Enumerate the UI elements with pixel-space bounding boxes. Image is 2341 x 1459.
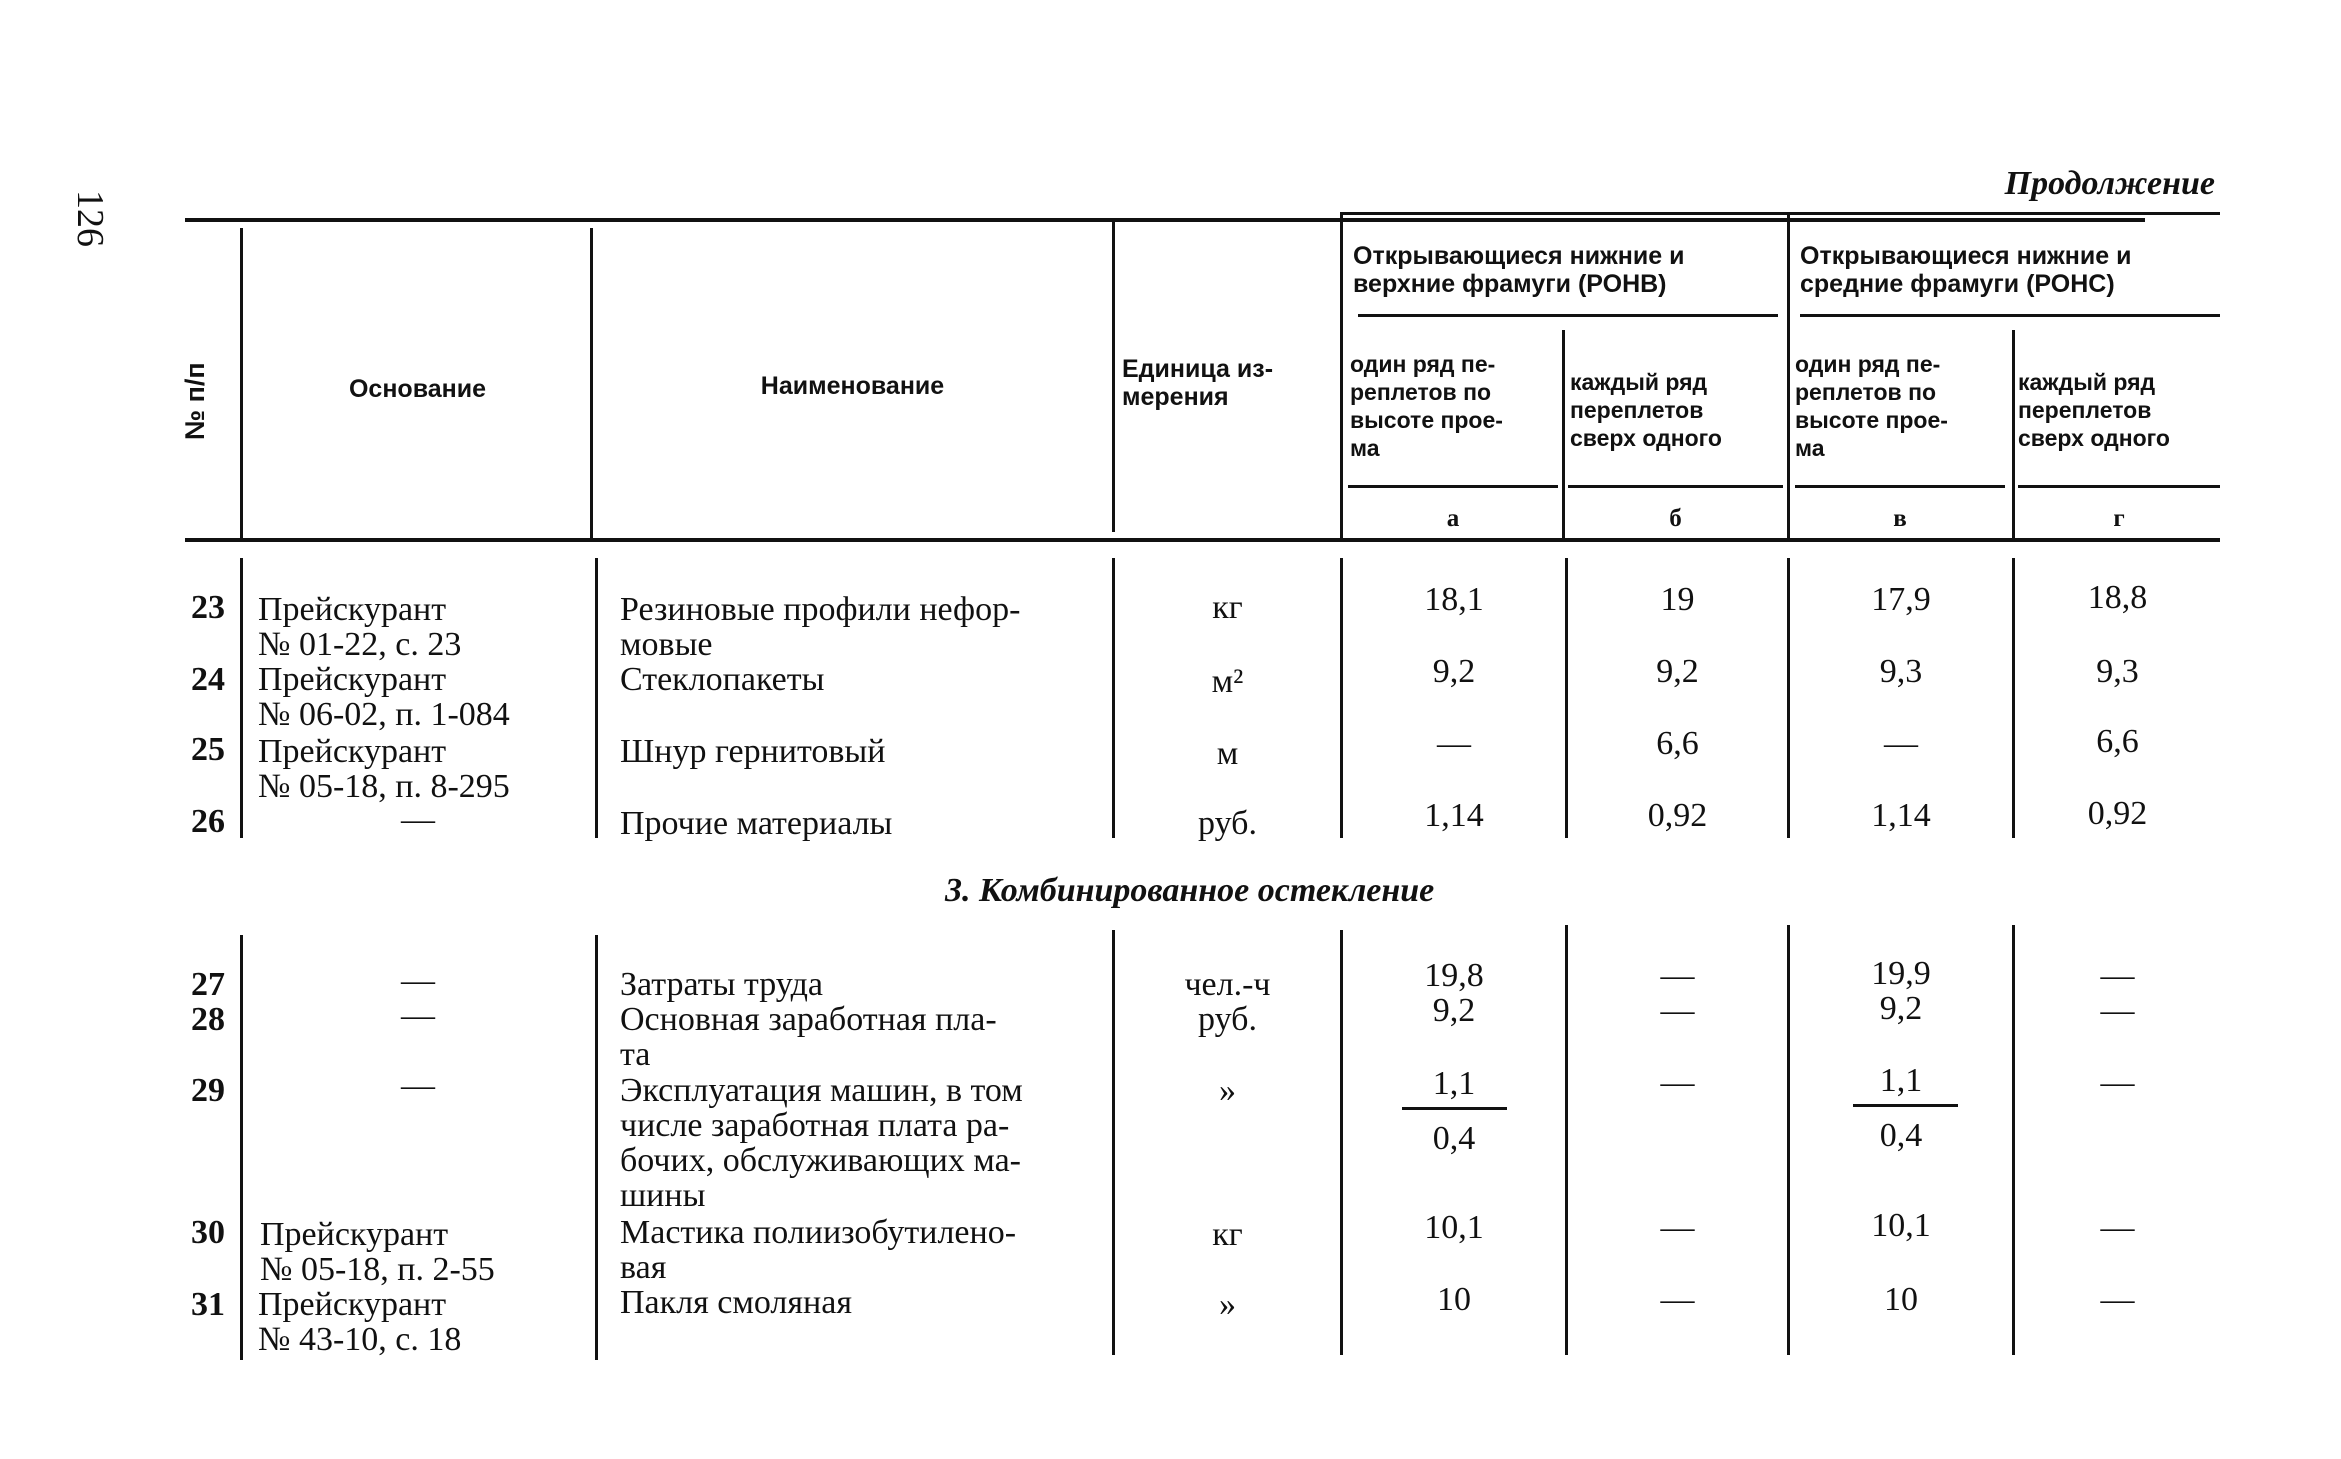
row-value-b: 0,92 [1647,797,1708,834]
row-basis-detail: № 01-22, с. 23 [258,626,462,663]
row-number: 24 [191,661,225,698]
row-basis: Прейскурант [258,733,447,770]
row-name-cont: та [620,1036,651,1073]
letters-rule-1 [1348,485,1558,488]
header-sub-b: каждый ряд переплетов сверх одного [1570,369,1722,451]
row-value-c-wage: 0,4 [1879,1117,1923,1154]
row-name: Мастика полиизобутилено- [620,1214,1017,1251]
header-vline-6 [1787,212,1790,538]
row-name: Стеклопакеты [620,661,825,698]
row-unit: руб. [1198,805,1257,842]
row-value-b: 9,2 [1656,653,1699,690]
row-basis: — [401,962,435,999]
fraction-line-c [1853,1104,1958,1107]
group-top-rule [1340,212,2220,215]
row-value-d: 0,92 [2087,795,2148,832]
row-basis-detail: № 43-10, с. 18 [258,1321,462,1358]
section-title: 3. Комбинированное остекление [945,872,1435,909]
header-group2: Открывающиеся нижние и средние фрамуги (РОНС) [1800,242,2132,298]
continued-label: Продолжение [2004,165,2215,202]
row-value-b: — [1660,957,1695,994]
header-group1: Открывающиеся нижние и верхние фрамуги (РОНВ) [1353,242,1685,298]
row-unit: м² [1211,663,1244,700]
row-value-a: 1,1 [1432,1065,1476,1102]
fraction-line-a [1402,1107,1507,1110]
header-vline-1 [240,228,243,538]
header-bottom-rule [185,538,2220,542]
row-value-b: — [1660,1281,1695,1318]
row-name-cont: вая [620,1249,667,1286]
row-value-d: — [2100,1281,2135,1318]
row-value-a: 1,14 [1424,797,1484,834]
letters-rule-4 [2018,485,2220,488]
row-basis-detail: № 05-18, п. 8-295 [258,768,510,805]
row-value-a-wage: 0,4 [1432,1120,1476,1157]
row-name-cont: бочих, обслуживающих ма- [620,1142,1021,1179]
row-basis: Прейскурант [258,1286,447,1323]
row-value-d: — [2100,992,2135,1029]
header-vline-3 [1112,222,1115,532]
row-value-c: 10,1 [1871,1207,1931,1244]
row-value-a: 10 [1437,1281,1471,1318]
row-name-cont: числе заработная плата ра- [620,1107,1010,1144]
row-number: 31 [191,1286,225,1323]
header-letter-d: г [2113,505,2125,532]
row-name-cont: шины [620,1177,706,1214]
header-letter-a: а [1446,505,1460,532]
row-number: 30 [191,1214,225,1251]
body-vline-2 [595,558,598,838]
header-basis: Основание [348,375,487,403]
row-basis: Прейскурант [260,1216,449,1253]
row-basis: Прейскурант [258,591,447,628]
row-unit: м [1216,735,1239,772]
row-value-c: 9,2 [1879,990,1923,1027]
row-value-d: — [2100,957,2135,994]
row-name: Шнур гернитовый [620,733,886,770]
header-vline-4 [1340,212,1343,538]
header-letter-c: в [1893,505,1907,532]
row-value-c: 19,9 [1871,955,1931,992]
row-value-d: 18,8 [2087,579,2148,616]
row-unit: кг [1212,589,1243,626]
row-value-b: 6,6 [1656,725,1699,762]
header-num: № п/п [180,362,210,440]
row-value-c: 10 [1884,1281,1918,1318]
row-number: 25 [191,731,225,768]
row-unit: руб. [1198,1001,1257,1038]
group1-rule [1358,314,1778,317]
body3-vline-2 [595,935,598,1360]
row-basis: — [401,801,435,838]
row-name: Резиновые профили нефор- [620,591,1021,628]
row-value-b: — [1660,992,1695,1029]
row-unit: кг [1212,1216,1243,1253]
row-unit: чел.-ч [1184,966,1271,1003]
header-name: Наименование [760,372,945,400]
row-value-a: 9,2 [1432,653,1476,690]
row-value-c: 9,3 [1879,653,1923,690]
row-value-d: — [2100,1064,2135,1101]
row-unit: » [1219,1072,1236,1109]
row-value-d: 9,3 [2096,653,2139,690]
header-vline-7 [2012,330,2015,538]
header-sub-a: один ряд пе- реплетов по высоте прое- ма [1350,351,1503,461]
row-name: Прочие материалы [620,805,893,842]
header-letter-b: б [1669,505,1682,532]
row-value-c: 17,9 [1871,581,1931,618]
row-value-c: 1,1 [1879,1062,1923,1099]
table-top-rule [185,218,2145,222]
row-value-b: — [1660,1064,1695,1101]
page-number: 126 [69,190,111,247]
row-basis: — [401,997,435,1034]
row-name-cont: мовые [620,626,713,663]
row-number: 27 [191,966,225,1003]
letters-rule-2 [1568,485,1783,488]
group2-rule [1800,314,2220,317]
row-basis: — [401,1067,435,1104]
row-basis-detail: № 06-02, п. 1-084 [258,696,510,733]
row-name: Затраты труда [620,966,824,1003]
header-sub-d: каждый ряд переплетов сверх одного [2018,369,2170,451]
row-name: Основная заработная пла- [620,1001,997,1038]
row-value-a: 9,2 [1432,992,1476,1029]
row-name: Пакля смоляная [620,1284,852,1321]
row-value-c: — [1884,725,1918,762]
row-number: 28 [191,1001,225,1038]
row-number: 29 [191,1072,225,1109]
header-unit: Единица из- мерения [1122,355,1274,411]
letters-rule-3 [1795,485,2005,488]
header-vline-2 [590,228,593,538]
row-unit: » [1219,1286,1236,1323]
row-value-b: — [1660,1209,1695,1246]
row-basis-detail: № 05-18, п. 2-55 [260,1251,495,1288]
row-number: 23 [191,589,225,626]
row-value-d: 6,6 [2096,723,2139,760]
body-vline-1 [240,558,243,838]
row-value-a: — [1437,725,1471,762]
row-value-d: — [2100,1209,2135,1246]
row-value-c: 1,14 [1871,797,1931,834]
row-value-a: 19,8 [1424,957,1484,994]
header-vline-5 [1562,330,1565,538]
row-name: Эксплуатация машин, в том [620,1072,1023,1109]
row-value-a: 10,1 [1424,1209,1484,1246]
row-basis: Прейскурант [258,661,447,698]
row-value-b: 19 [1660,581,1695,618]
row-value-a: 18,1 [1424,581,1484,618]
header-sub-c: один ряд пе- реплетов по высоте прое- ма [1795,351,1948,461]
row-number: 26 [191,803,225,840]
